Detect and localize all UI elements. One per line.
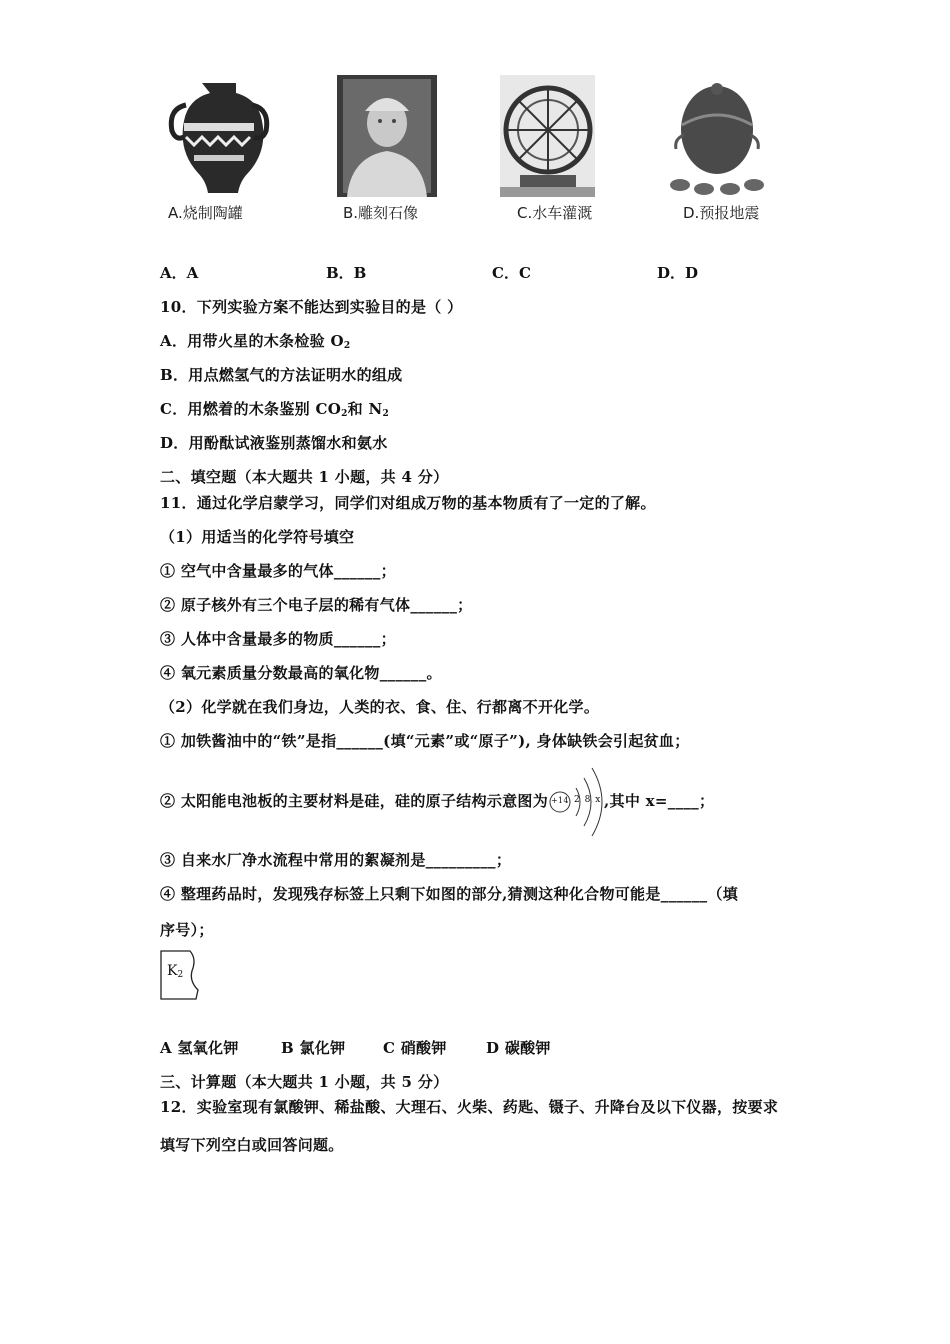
q10-option-c-mid: 和 N	[347, 400, 383, 418]
q11-part2-heading: （2）化学就在我们身边，人类的衣、食、住、行都离不开化学。	[160, 698, 600, 716]
q9-option-b: B．B	[326, 264, 367, 282]
q10-option-c-subscript-2: 2	[382, 409, 390, 419]
q9-option-d: D．D	[657, 264, 699, 282]
section-3-heading: 三、计算题（本大题共 1 小题，共 5 分）	[160, 1073, 449, 1091]
atom-nucleus-label: +14	[551, 796, 569, 805]
figure-b-statue	[337, 75, 437, 197]
waterwheel-icon	[500, 75, 595, 197]
q11-choice-d: D 碳酸钾	[486, 1039, 551, 1057]
q11-part2-item-1: ① 加铁酱油中的“铁”是指______(填“元素”或“原子”), 身体缺铁会引起贫血；	[160, 732, 690, 750]
q11-part2-item-2	[160, 790, 714, 811]
stone-statue-icon	[337, 75, 437, 197]
q10-option-c-subscript-1: 2	[341, 409, 348, 419]
pottery-jar-icon	[164, 75, 274, 197]
label-text-letter: K	[167, 963, 178, 979]
section-2-heading: 二、填空题（本大题共 1 小题，共 4 分）	[160, 468, 449, 486]
q11-part2-item-2-answer: ,其中 x=____；	[604, 792, 715, 810]
q11-part2-item-4-line2: 序号）；	[160, 921, 214, 939]
label-text-subscript: 2	[177, 970, 184, 980]
q10-option-c-text: C．用燃着的木条鉴别 CO	[160, 400, 342, 418]
figure-c-waterwheel	[500, 75, 595, 197]
silicon-atom-diagram	[548, 794, 604, 810]
q11-part1-item-2: ② 原子核外有三个电子层的稀有气体______；	[160, 596, 473, 614]
seismograph-icon	[662, 75, 772, 197]
q11-part1-item-4: ④ 氧元素质量分数最高的氧化物______。	[160, 664, 442, 682]
q10-option-a-subscript: 2	[343, 341, 351, 351]
label-text	[167, 963, 183, 980]
atom-electron-shells: 2 8 x	[574, 795, 602, 805]
q10-stem: 10．下列实验方案不能达到实验目的是（ ）	[160, 298, 463, 316]
q10-option-d: D．用酚酞试液鉴别蒸馏水和氨水	[160, 434, 388, 452]
q12-line-1: 12．实验室现有氯酸钾、稀盐酸、大理石、火柴、药匙、镊子、升降台及以下仪器，按要求	[160, 1098, 779, 1116]
q11-choice-b: B 氯化钾	[281, 1039, 346, 1057]
q9-option-a: A．A	[160, 264, 199, 282]
q11-part1-heading: （1）用适当的化学符号填空	[160, 528, 355, 546]
q9-option-c: C．C	[492, 264, 531, 282]
q11-stem: 11．通过化学启蒙学习，同学们对组成万物的基本物质有了一定的了解。	[160, 494, 656, 512]
q11-part2-item-4-line1: ④ 整理药品时，发现残存标签上只剩下如图的部分,猜测这种化合物可能是______（填	[160, 885, 739, 903]
q10-option-b: B．用点燃氢气的方法证明水的组成	[160, 366, 403, 384]
q10-option-a	[160, 330, 350, 351]
q11-part1-item-3: ③ 人体中含量最多的物质______；	[160, 630, 396, 648]
q10-option-a-text: A．用带火星的木条检验 O	[160, 332, 344, 350]
torn-reagent-label	[160, 950, 202, 1000]
q11-choice-a: A 氢氧化钾	[160, 1039, 239, 1057]
figure-b-caption: B.雕刻石像	[343, 204, 419, 222]
q11-part1-item-1: ① 空气中含量最多的气体______；	[160, 562, 396, 580]
q11-choice-c: C 硝酸钾	[383, 1039, 447, 1057]
q11-part2-item-3: ③ 自来水厂净水流程中常用的絮凝剂是_________；	[160, 851, 512, 869]
figure-d-seismograph	[662, 75, 772, 197]
q10-option-c	[160, 398, 389, 419]
figure-a-pottery	[164, 75, 274, 197]
figure-d-caption: D.预报地震	[683, 204, 760, 222]
figure-a-caption: A.烧制陶罐	[168, 204, 243, 222]
figure-c-caption: C.水车灌溉	[517, 204, 593, 222]
q12-line-2: 填写下列空白或回答问题。	[160, 1136, 344, 1154]
q11-part2-item-2-text: ② 太阳能电池板的主要材料是硅，硅的原子结构示意图为	[160, 792, 549, 810]
